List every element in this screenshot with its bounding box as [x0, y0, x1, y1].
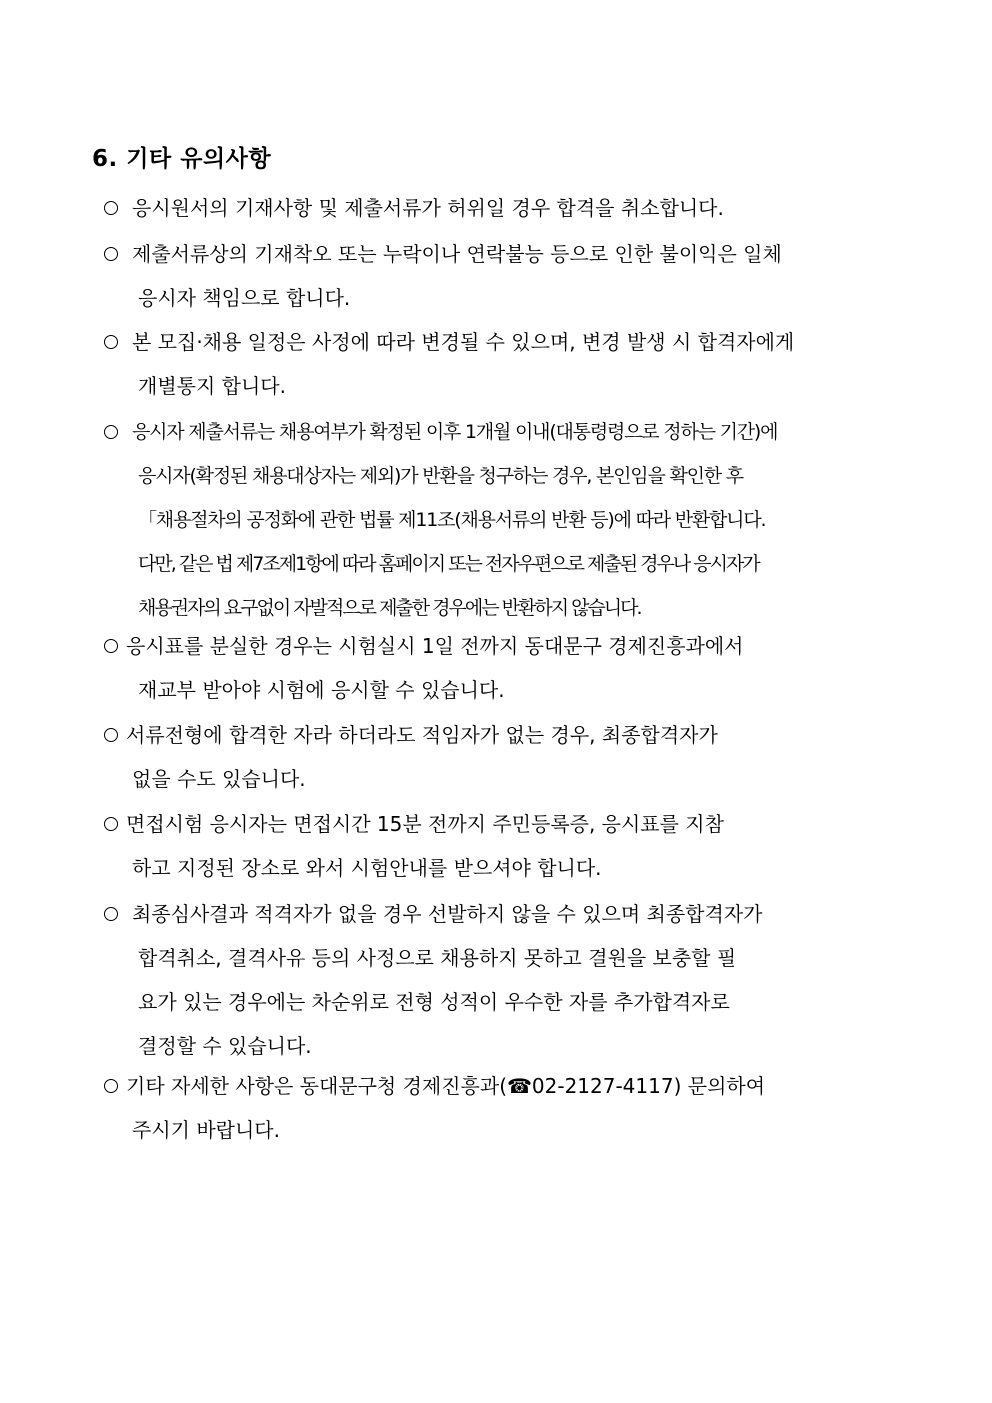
circle-bullet-icon: [104, 1079, 118, 1093]
circle-bullet-icon: [104, 728, 118, 742]
notice-item: [104, 232, 904, 320]
notice-text: 최종심사결과 적격자가 없을 경우 선발하지 않을 수 있으며 최종합격자가: [132, 902, 763, 926]
circle-bullet-icon: [104, 907, 118, 921]
notice-item: [104, 624, 904, 712]
notice-text: 주시기 바랍니다.: [132, 1118, 280, 1142]
circle-bullet-icon: [104, 817, 118, 831]
notice-text: 요가 있는 경우에는 차순위로 전형 성적이 우수한 자를 추가합격자로: [138, 990, 730, 1014]
circle-bullet-icon: [104, 201, 118, 215]
notice-text: 「채용절차의 공정화에 관한 법률 제11조(채용서류의 반환 등)에 따라 반환합니다.: [138, 509, 766, 531]
notice-text: 응시자 제출서류는 채용여부가 확정된 이후 1개월 이내(대통령령으로 정하는 기간)에: [132, 421, 778, 443]
notice-item: [104, 892, 904, 1068]
notice-text: 채용권자의 요구없이 자발적으로 제출한 경우에는 반환하지 않습니다.: [138, 597, 641, 619]
circle-bullet-icon: [104, 247, 118, 261]
notice-text: 응시표를 분실한 경우는 시험실시 1일 전까지 동대문구 경제진흥과에서: [126, 634, 744, 658]
notice-text: 결정할 수 있습니다.: [138, 1034, 312, 1058]
notice-text: 다만, 같은 법 제7조제1항에 따라 홈페이지 또는 전자우편으로 제출된 경우나 응시자가: [138, 553, 759, 575]
circle-bullet-icon: [104, 335, 118, 349]
notice-item: [104, 713, 904, 801]
notice-item: [104, 410, 904, 630]
notice-item: [104, 186, 904, 230]
notice-text: 합격취소, 결격사유 등의 사정으로 채용하지 못하고 결원을 보충할 필: [138, 946, 737, 970]
notice-text: 응시자(확정된 채용대상자는 제외)가 반환을 청구하는 경우, 본인임을 확인한 후: [138, 465, 743, 487]
circle-bullet-icon: [104, 425, 118, 439]
notice-text: 기타 자세한 사항은 동대문구청 경제진흥과(☎02-2127-4117) 문의하여: [126, 1074, 766, 1098]
notice-text: 면접시험 응시자는 면접시간 15분 전까지 주민등록증, 응시표를 지참: [126, 812, 724, 836]
notice-text: 서류전형에 합격한 자라 하더라도 적임자가 없는 경우, 최종합격자가: [126, 723, 718, 747]
notice-text: 본 모집·채용 일정은 사정에 따라 변경될 수 있으며, 변경 발생 시 합격자에게: [132, 330, 795, 354]
section-heading: 6. 기타 유의사항: [92, 146, 272, 172]
circle-bullet-icon: [104, 639, 118, 653]
notice-text: 없을 수도 있습니다.: [132, 767, 306, 791]
notice-item: [104, 1064, 904, 1152]
notice-text: 하고 지정된 장소로 와서 시험안내를 받으셔야 합니다.: [132, 856, 602, 880]
notice-item: [104, 320, 904, 408]
notice-text: 응시자 책임으로 합니다.: [138, 286, 351, 310]
notice-text: 제출서류상의 기재착오 또는 누락이나 연락불능 등으로 인한 불이익은 일체: [132, 242, 782, 266]
notice-text: 재교부 받아야 시험에 응시할 수 있습니다.: [138, 678, 505, 702]
notice-text: 개별통지 합니다.: [138, 374, 286, 398]
notice-item: [104, 802, 904, 890]
notice-text: 응시원서의 기재사항 및 제출서류가 허위일 경우 합격을 취소합니다.: [132, 196, 724, 220]
